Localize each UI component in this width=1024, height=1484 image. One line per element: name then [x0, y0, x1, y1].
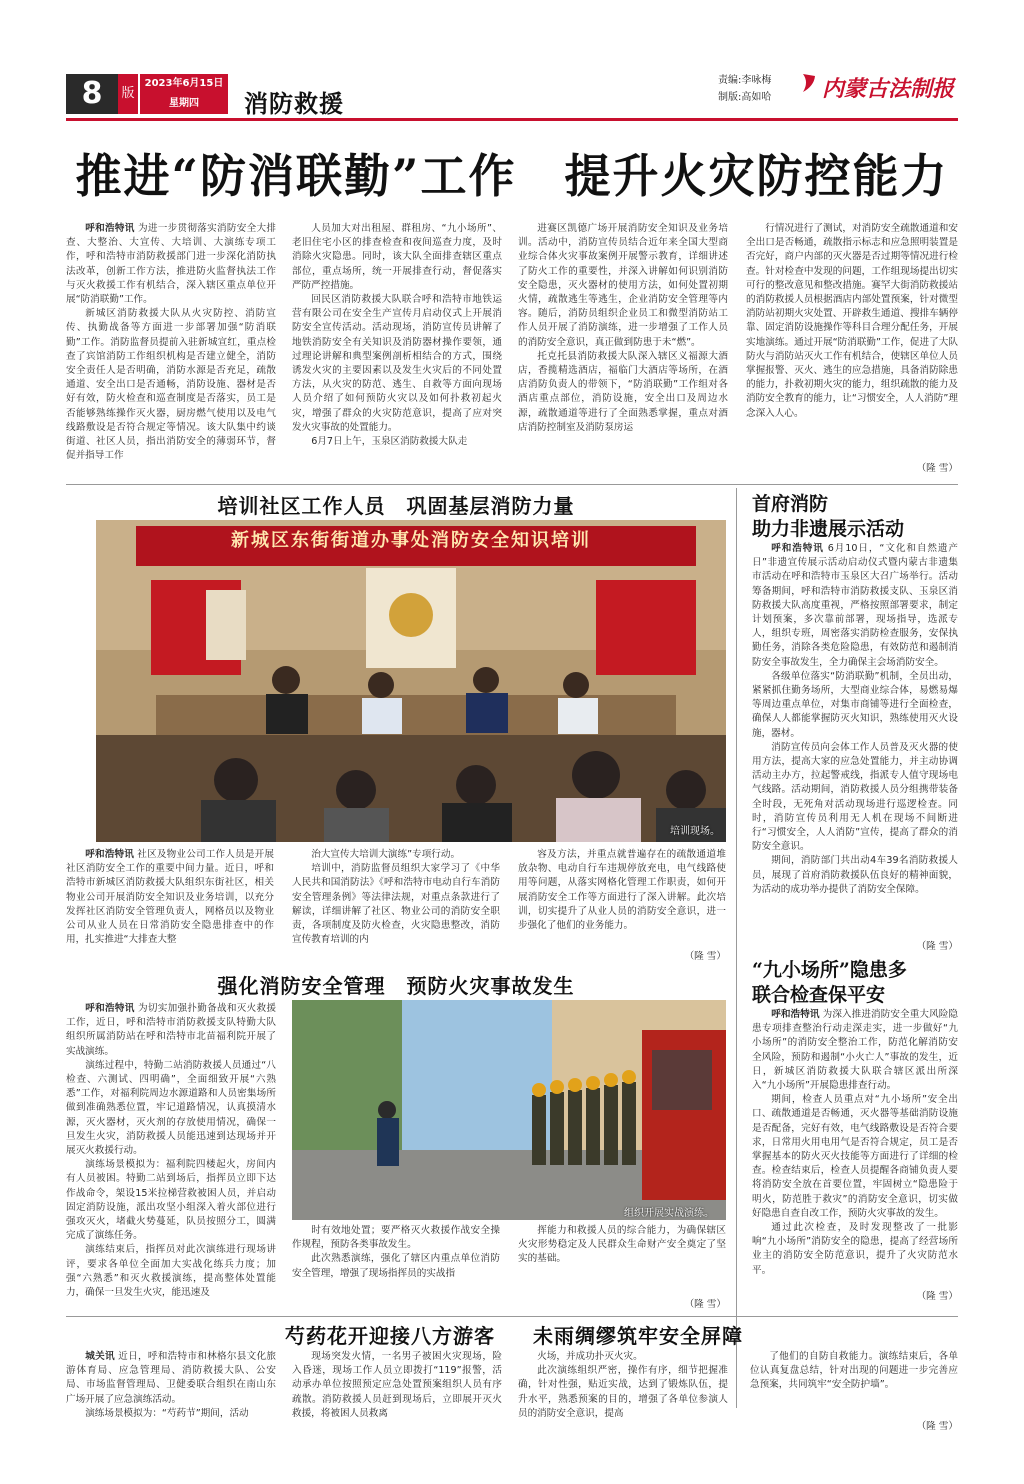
side2-body: 呼和浩特讯 为深入推进消防安全重大风险隐患专项排查整治行动走深走实，进一步做好“九小场所”的消防安全整治工作，防范化解消防安全风险，预防和遏制“小火亡人”事故的发生，近日，新城区消防救援大队联合辖区派出所深入“九小场所”开展隐患排查行动。 期间，检查人员重点对“九小场所”安全出口、疏散通道是否畅通，灭火器等基础消防设施是否配备，完好有效，电气线路敷设是否符合要求，日常用火用电用气是否符合规定，员工是否掌握基本的防火灭火技能等方面进行了详细的检查。检查结束后，检查人员提醒各商铺负责人要将消防安全放在首要位置，牢固树立“隐患险于明火，防范胜于救灾”的消防安全意识，切实做好隐患自查自改工作，预防火灾事故的发生。 通过此次检查，及时发现整改了一批影响“九小场所”消防安全的隐患，提高了经营场所业主的消防安全防范意识，提升了火灾防范水平。	[752, 1009, 958, 1276]
article3-col2: 时有效地处置；要严格灭火救援作战安全操作规程，预防各类事故发生。 此次熟悉演练，强化了辖区内重点单位消防安全管理，增强了现场指挥员的实战指	[292, 1225, 500, 1279]
bottom-signature: （隆 雪）	[916, 1421, 958, 1432]
article3-signature: （隆 雪）	[684, 1299, 726, 1310]
top-article-col4: 行情况进行了测试，对消防安全疏散通道和安全出口是否畅通，疏散指示标志和应急照明装置是否完好，商户内部的灭火器是否过期等情况进行检查。针对检查中发现的问题，工作组现场提出切实可行的整改意见和整改措施。赛罕大街消防救援站的消防救援人员根据酒店内部处置预案，针对微型消防站初期火灾处置、开辟救生通道、搜排车辆停靠、固定消防设施操作等科目合理分配任务，开展实地演练。通过开展“防消联勤”工作，促进了大队防火与消防站灭火工作有机结合，使辖区单位人员掌握报警、灭火、逃生的应急措施，具备消防除患的能力，扑救初期火灾的能力，组织疏散的能力及消防安全教育的能力，让“习惯安全，人人消防”理念深入人心。	[746, 223, 958, 419]
logo-emblem-icon	[800, 72, 818, 94]
side1-signature: （隆 雪）	[916, 941, 958, 952]
bottom-col3: 火场，并成功扑灭火灾。 此次演练组织严密，操作有序，细节把握准确，针对性强，贴近实战，达到了锻炼队伍，提升水平，熟悉预案的目的，增强了各单位参演人员的消防安全意识，提高	[518, 1351, 728, 1419]
bottom-title-left: 芍药花开迎接八方游客	[285, 1324, 495, 1348]
section-title: 消防救援	[244, 90, 344, 118]
edition-label: 版	[118, 74, 138, 114]
training-photo-caption: 培训现场。	[670, 826, 720, 837]
article3-col3: 挥能力和救援人员的综合能力，为确保辖区火灾形势稳定及人民群众生命财产安全奠定了坚实的基础。	[518, 1225, 726, 1265]
top-article-signature: （隆 雪）	[916, 463, 958, 474]
newspaper-logo: 内蒙古法制报	[822, 76, 955, 102]
bottom-title-right: 未雨绸缪筑牢安全屏障	[533, 1324, 743, 1348]
bottom-col4: 了他们的自防自救能力。演练结束后，各单位认真复盘总结，针对出现的问题进一步完善应急预案，共同筑牢“安全防护墙”。	[750, 1351, 958, 1391]
article2-signature: （隆 雪）	[684, 951, 726, 962]
training-photo	[96, 520, 726, 842]
date-text: 2023年6月15日	[144, 78, 224, 89]
article2-col3: 容及方法，并重点就普遍存在的疏散通道堆放杂物、电动自行车违规停放充电，电气线路使用等问题，从落实网格化管理工作职责，如何开展消防安全工作等方面进行了深入讲解。此次培训，切实提升了从业人员的消防安全意识，进一步强化了他们的业务能力。	[518, 849, 726, 932]
page-number: 8	[66, 74, 118, 114]
top-article-col3: 进赛区凯德广场开展消防安全知识及业务培训。活动中，消防宣传员结合近年来全国大型商业综合体火灾事故案例开展警示教育，详细讲述了防火工作的重要性，并深入讲解如何识别消防安全隐患，灭火器材的使用方法，如何处置初期火情，疏散逃生等逃生，企业消防安全管理等内容。随后，消防员组织企业员工和微型消防站工作人员开展了消防演练，进一步增强了工作人员的消防安全意识，真正做到防患于未“燃”。 托克托县消防救援大队深入辖区义福源大酒店，香揽精选酒店，福临门大酒店等场所，在酒店消防负责人的带领下，“防消联勤”工作组对各酒店重点部位，消防设施，安全出口及周边水源，疏散通道等进行了全面熟悉掌握，重点对酒店消防控制室及消防泵房运	[518, 223, 728, 433]
article3-col1: 呼和浩特讯 为切实加强扑勤备战和灭火救援工作，近日，呼和浩特市消防救援支队特勤大队组织所属消防站在呼和浩特市北苗福利院开展了实战演练。 演练过程中，特勤二站消防救援人员通过“八检查、六测试、四明确”，全面细致开展“六熟悉”工作，对福利院周边水源道路和人员密集场所做到准确熟悉位置，牢记道路情况，认真摸清水源，灭火器材，灭火剂的存放使用情况，确保一旦发生火灾，消防救援人员能迅速到达现场并开展灭火救援行动。 演练场景模拟为：福利院四楼起火，房间内有人员被困。特勤二站到场后，指挥员立即下达作战命令，架设15米拉梯营救被困人员，并启动固定消防设施，派出攻坚小组深入着火部位进行强攻灭火，堵截火势蔓延，队员按照分工，圆满完成了演练任务。 演练结束后，指挥员对此次演练进行现场讲评，要求各单位全面加大实战化练兵力度；加强“六熟悉”和灭火救援演练，提高整体处置能力，确保一旦发生火灾，能迅速及	[66, 1003, 276, 1299]
bottom-col1: 城关讯 近日，呼和浩特市和林格尔县文化旅游体育局、应急管理局、消防救援大队、公安局、市场监督管理局、卫健委联合组织在南山东广场开展了应急演练活动。 演练场景模拟为：“芍药节”期间，活动	[66, 1351, 276, 1419]
column-divider	[736, 488, 737, 1408]
editor-credits	[718, 72, 771, 106]
article3-title: 强化消防安全管理 预防火灾事故发生	[217, 974, 575, 998]
section-divider	[66, 484, 958, 485]
bottom-divider	[66, 1316, 958, 1317]
side2-signature: （隆 雪）	[916, 1291, 958, 1302]
header-rule	[66, 118, 958, 121]
weekday-text: 星期四	[169, 98, 199, 109]
bottom-col2: 现场突发火情，一名男子被困火灾现场，险入昏迷，现场工作人员立即拨打“119”报警，活动承办单位按照预定应急处置预案组织人员有序疏散。消防救援人员赶到现场后，立即展开灭火救援，将被困人员救离	[292, 1351, 502, 1419]
issue-date	[140, 74, 228, 114]
editor-name: 责编:李咏梅	[718, 75, 772, 86]
top-article-col2: 人员加大对出租屋、群租房、“九小场所”、老旧住宅小区的排查检查和夜间巡查力度，及时消除火灾隐患。同时，该大队全面排查辖区重点部位，重点场所，统一开展排查行动，督促落实严防严控措施。 回民区消防救援大队联合呼和浩特市地铁运营有限公司在安全生产宣传月启动仪式上开展消防安全宣传活动。活动现场，消防宣传员讲解了地铁消防安全有关知识及消防器材操作要领，通过理论讲解和典型案例剖析相结合的方式，围绕诱发火灾的主要因素以及发生火灾后的不同处置方法，从火灾的防范、逃生、自救等方面向现场人员介绍了如何预防火灾以及如何扑救初起火灾，增强了群众的火灾防范意识，提高了应对突发火灾事故的处置能力。 6月7日上午，玉泉区消防救援大队走	[292, 223, 502, 448]
drill-photo-caption: 组织开展实战演练。	[624, 1208, 714, 1219]
drill-photo	[292, 1000, 726, 1220]
side2-title: “九小场所”隐患多 联合检查保平安	[752, 959, 907, 1006]
article2-title: 培训社区工作人员 巩固基层消防力量	[217, 494, 575, 518]
top-article-col1: 呼和浩特讯 为进一步贯彻落实消防安全大排查、大整治、大宣传、大培训、大演练专项工作，呼和浩特市消防救援部门进一步深化消防执法改革，创新工作方法，推进防火监督执法工作与灭火救援工作有机结合，深入辖区重点单位开展“防消联勤”工作。 新城区消防救援大队从火灾防控、消防宣传、执勤战备等方面进一步部署加强“防消联勤”工作。消防监督员提前入驻新城宣红，重点检查了宾馆消防工作组织机构是否建立健全，消防安全责任人是否明确，消防水源是否充足，疏散通道、安全出口是否通畅，消防设施、器材是否好有效，防火检查和巡查制度是否落实，员工是否能够熟练操作灭火器，厨房燃气使用以及电气线路敷设是否符合规定等情况。该大队集中约谈街道、社区人员，指出消防安全的薄弱环节，督促并指导工作	[66, 223, 276, 462]
side1-body: 呼和浩特讯 6月10日，“文化和自然遗产日”非遗宣传展示活动启动仪式暨内蒙古非遗集市活动在呼和浩特市玉泉区大召广场举行。活动筹备期间，呼和浩特市消防救援支队、玉泉区消防救援大队高度重视，严格按照部署要求，制定计划预案，多次靠前部署，现场指导，选派专人，组织专班，周密落实消防检查服务，安保执勤任务，消除各类危险隐患，有效防范和遏制消防安全事故发生，全力确保主会场消防安全。 各级单位落实“防消联勤”机制，全员出动，紧紧抓住勤务场所，大型商业综合体，易燃易爆等周边重点单位，对集市商铺等进行全面检查，确保人人都能掌握防灭火知识，熟练使用灭火设施，器材。 消防宣传员向会体工作人员普及灭火器的使用方法，提高大家的应急处置能力，并主动协调活动主办方，拉起警戒线，指派专人值守现场电气线路。活动期间，消防救援人员分组携带装备全时段，无死角对活动现场进行巡逻检查。同时，消防宣传员利用无人机在现场不间断进行“习惯安全，人人消防”宣传，提高了群众的消防安全意识。 期间，消防部门共出动4车39名消防救援人员，展现了首府消防救援队伍良好的精神面貌，为活动的成功举办提供了消防安全保障。	[752, 543, 958, 895]
main-headline: 推进“防消联勤”工作 提升火灾防控能力	[75, 149, 949, 203]
production-name: 制版:高如哈	[718, 92, 772, 103]
article2-col1: 呼和浩特讯 社区及物业公司工作人员是开展社区消防安全工作的重要中间力量。近日，呼和浩特市新城区消防救援大队组织东街社区，相关物业公司开展消防安全知识及业务培训，以充分发挥社区消防安全管理负责人，网格员以及物业公司从业人员在日常消防安全隐患排查中的作用，扎实推进“大排查大整	[66, 849, 274, 946]
side1-title: 首府消防 助力非遗展示活动	[752, 493, 905, 540]
photo-banner-text: 新城区东街街道办事处消防安全知识培训	[231, 530, 591, 551]
article2-col2: 治大宣传大培训大演练”专项行动。 培训中，消防监督员组织大家学习了《中华人民共和国消防法》《呼和浩特市电动自行车消防安全管理条例》等法律法规，对重点条款进行了解读，详细讲解了社区、物业公司的消防安全职责，各项制度及防火检查，火灾隐患整改，消防宣传教育培训的内	[292, 849, 500, 946]
